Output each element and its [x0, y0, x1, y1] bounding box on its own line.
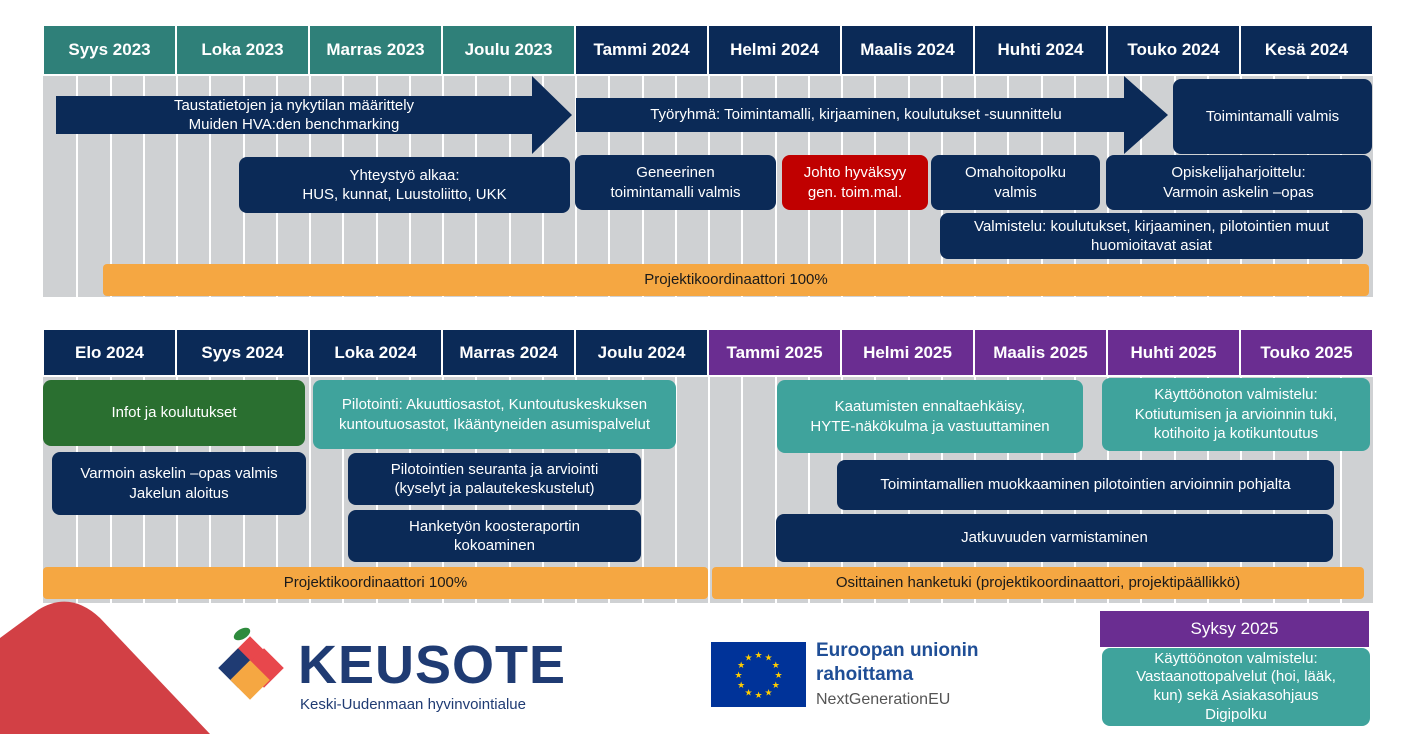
timeline-2-month-7: Maalis 2025 [975, 330, 1106, 375]
arrow-background-research-label: Taustatietojen ja nykytilan määrittely Muiden HVA:den benchmarking [173, 96, 415, 133]
timeline-2-month-3: Marras 2024 [443, 330, 574, 375]
eu-funding-line3: NextGenerationEU [816, 691, 951, 708]
timeline-2-month-9: Touko 2025 [1241, 330, 1372, 375]
timeline-2-month-0: Elo 2024 [44, 330, 175, 375]
svg-text:★: ★ [771, 681, 780, 691]
box-info-and-training: Infot ja koulutukset [43, 380, 305, 446]
eu-funding-line1: Euroopan unionin [816, 640, 979, 661]
svg-text:★: ★ [764, 688, 773, 699]
svg-text:★: ★ [734, 671, 743, 681]
box-pilot-monitoring: Pilotointien seuranta ja arviointi (kyselyt ja palautekeskustelut) [348, 453, 641, 505]
box-guide-ready-distribution: Varmoin askelin –opas valmis Jakelun aloitus [52, 452, 306, 515]
keusote-logo [206, 620, 567, 720]
bar-partial-project-support: Osittainen hanketuki (projektikoordinaattori, projektipäällikkö) [712, 567, 1364, 599]
timeline-1-month-4: Tammi 2024 [576, 26, 707, 74]
svg-text:★: ★ [744, 688, 753, 699]
svg-text:★: ★ [744, 653, 753, 664]
timeline-1-month-7: Huhti 2024 [975, 26, 1106, 74]
keusote-logo-name: KEUSOTE [298, 635, 567, 695]
box-pilot-wards: Pilotointi: Akuuttiosastot, Kuntoutuskeskuksen kuntoutuosastot, Ikääntyneiden asumispalvelut [313, 380, 676, 449]
timeline-2-month-8: Huhti 2025 [1108, 330, 1239, 375]
timeline-2-month-5: Tammi 2025 [709, 330, 840, 375]
keusote-logo-mark [206, 622, 296, 714]
timeline-1-month-1: Loka 2023 [177, 26, 308, 74]
svg-text:★: ★ [771, 661, 780, 671]
svg-text:★: ★ [737, 661, 746, 671]
arrow-working-group [576, 76, 1168, 154]
box-management-approves: Johto hyväksyy gen. toim.mal. [782, 155, 928, 210]
box-model-modification: Toimintamallien muokkaaminen pilotointien arvioinnin pohjalta [837, 460, 1334, 510]
keusote-logo-subtitle: Keski-Uudenmaan hyvinvointialue [300, 696, 526, 713]
svg-text:★: ★ [764, 653, 773, 664]
timeline-1-month-5: Helmi 2024 [709, 26, 840, 74]
timeline-1-month-9: Kesä 2024 [1241, 26, 1372, 74]
timeline-2-month-4: Joulu 2024 [576, 330, 707, 375]
timeline-2-month-1: Syys 2024 [177, 330, 308, 375]
svg-text:★: ★ [774, 671, 783, 681]
box-self-care-path-ready: Omahoitopolku valmis [931, 155, 1100, 210]
timeline-1-month-2: Marras 2023 [310, 26, 441, 74]
timeline-2-month-6: Helmi 2025 [842, 330, 973, 375]
timeline-2-month-2: Loka 2024 [310, 330, 441, 375]
box-generic-model-ready: Geneerinen toimintamalli valmis [575, 155, 776, 210]
arrow-working-group-label: Työryhmä: Toimintamalli, kirjaaminen, koulutukset -suunnittelu [650, 106, 1062, 124]
box-reception-services-prep: Käyttöönoton valmistelu: Vastaanottopalvelut (hoi, lääk, kun) sekä Asiakasohjaus Digipolku [1102, 648, 1370, 726]
bar-project-coordinator-2: Projektikoordinaattori 100% [43, 567, 708, 599]
corner-red-shape [0, 600, 210, 734]
timeline-1-month-3: Joulu 2023 [443, 26, 574, 74]
box-cooperation-starts: Yhteystyö alkaa: HUS, kunnat, Luustoliitto, UKK [239, 157, 570, 213]
bar-project-coordinator-1: Projektikoordinaattori 100% [103, 264, 1369, 296]
timeline-1-month-0: Syys 2023 [44, 26, 175, 74]
arrow-background-research [56, 76, 572, 154]
box-student-practice: Opiskelijaharjoittelu: Varmoin askelin –opas [1106, 155, 1371, 210]
grid-line [708, 377, 710, 603]
box-operating-model-ready: Toimintamalli valmis [1173, 79, 1372, 154]
box-fall-prevention: Kaatumisten ennaltaehkäisy, HYTE-näkökulma ja vastuuttaminen [777, 380, 1083, 453]
eu-flag [711, 642, 806, 707]
timeline-1-month-8: Touko 2024 [1108, 26, 1239, 74]
svg-text:★: ★ [754, 691, 763, 701]
box-continuity: Jatkuvuuden varmistaminen [776, 514, 1333, 562]
box-summary-report: Hanketyön koosteraportin kokoaminen [348, 510, 641, 562]
month-header-syksy-2025: Syksy 2025 [1100, 611, 1369, 647]
svg-text:★: ★ [737, 681, 746, 691]
box-deployment-prep-home-care: Käyttöönoton valmistelu: Kotiutumisen ja arvioinnin tuki, kotihoito ja kotikuntoutus [1102, 378, 1370, 451]
timeline-1-month-6: Maalis 2024 [842, 26, 973, 74]
svg-text:★: ★ [754, 651, 763, 661]
eu-funding-line2: rahoittama [816, 664, 914, 685]
box-preparation: Valmistelu: koulutukset, kirjaaminen, pilotointien muut huomioitavat asiat [940, 213, 1363, 259]
